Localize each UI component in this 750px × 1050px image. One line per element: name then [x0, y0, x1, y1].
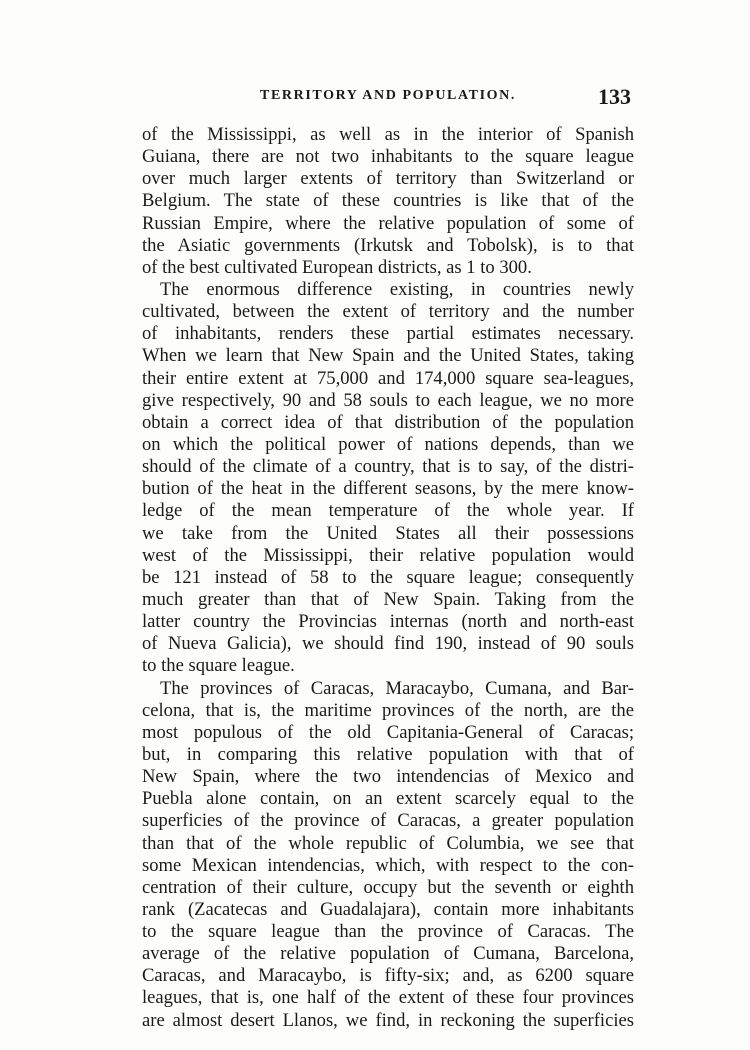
page-number: 133 — [598, 84, 631, 109]
text-line: much greater than that of New Spain. Taking from the — [142, 588, 634, 610]
text-line: of Nueva Galicia), we should find 190, instead of 90 souls — [142, 633, 634, 655]
text-line: to the square league. — [142, 655, 295, 677]
text-line: leagues, that is, one half of the extent of these four provinces — [142, 987, 634, 1009]
text-line: Guiana, there are not two inhabitants to the square league — [142, 146, 634, 168]
text-line: celona, that is, the maritime provinces of the north, are the — [142, 699, 634, 721]
text-line: Caracas, and Maracaybo, is fifty-six; and, as 6200 square — [142, 965, 634, 987]
text-line: some Mexican intendencias, which, with respect to the con- — [142, 854, 634, 876]
text-line: latter country the Provincias internas (north and north-east — [142, 611, 634, 633]
text-line: ledge of the mean temperature of the whole year. If — [142, 500, 634, 522]
text-line: to the square league than the province of Caracas. The — [142, 921, 634, 943]
text-line: New Spain, where the two intendencias of Mexico and — [142, 766, 634, 788]
text-line: the Asiatic governments (Irkutsk and Tobolsk), is to that — [142, 234, 634, 256]
text-line: rank (Zacatecas and Guadalajara), contain more inhabitants — [142, 898, 634, 920]
text-line: Puebla alone contain, on an extent scarcely equal to the — [142, 788, 634, 810]
text-line: of inhabitants, renders these partial estimates necessary. — [142, 323, 634, 345]
text-line: than that of the whole republic of Columbia, we see that — [142, 832, 634, 854]
paragraph-first-line: The provinces of Caracas, Maracaybo, Cumana, and Bar- — [160, 677, 634, 699]
text-line: their entire extent at 75,000 and 174,000 square sea-leagues, — [142, 367, 634, 389]
text-line: centration of their culture, occupy but the seventh or eighth — [142, 876, 634, 898]
text-line: cultivated, between the extent of territory and the number — [142, 301, 634, 323]
text-line: but, in comparing this relative population with that of — [142, 743, 634, 765]
text-line: give respectively, 90 and 58 souls to each league, we no more — [142, 389, 634, 411]
text-line: Belgium. The state of these countries is like that of the — [142, 190, 634, 212]
text-line: should of the climate of a country, that is to say, of the distri- — [142, 456, 634, 478]
text-line: of the best cultivated European districts, as 1 to 300. — [142, 256, 532, 278]
text-line: of the Mississippi, as well as in the interior of Spanish — [142, 124, 634, 145]
text-line: on which the political power of nations depends, than we — [142, 433, 634, 455]
paragraph-first-line: The enormous difference existing, in countries newly — [160, 278, 634, 300]
text-line: When we learn that New Spain and the United States, taking — [142, 345, 634, 367]
running-head — [145, 84, 631, 108]
text-line: we take from the United States all their possessions — [142, 522, 634, 544]
text-line: average of the relative population of Cumana, Barcelona, — [142, 943, 634, 965]
running-title: TERRITORY AND POPULATION. — [260, 88, 516, 103]
text-line: Russian Empire, where the relative population of some of — [142, 212, 634, 234]
text-line: obtain a correct idea of that distribution of the population — [142, 411, 634, 433]
text-line: west of the Mississippi, their relative population would — [142, 544, 634, 566]
text-line: are almost desert Llanos, we find, in reckoning the superficies — [142, 1009, 634, 1031]
text-line: most populous of the old Capitania-General of Caracas; — [142, 721, 634, 743]
text-line: over much larger extents of territory than Switzerland or — [142, 168, 634, 190]
body-text — [142, 124, 634, 1032]
text-line: bution of the heat in the different seasons, by the mere know- — [142, 478, 634, 500]
text-line: be 121 instead of 58 to the square league; consequently — [142, 566, 634, 588]
text-line: superficies of the province of Caracas, a greater population — [142, 810, 634, 832]
